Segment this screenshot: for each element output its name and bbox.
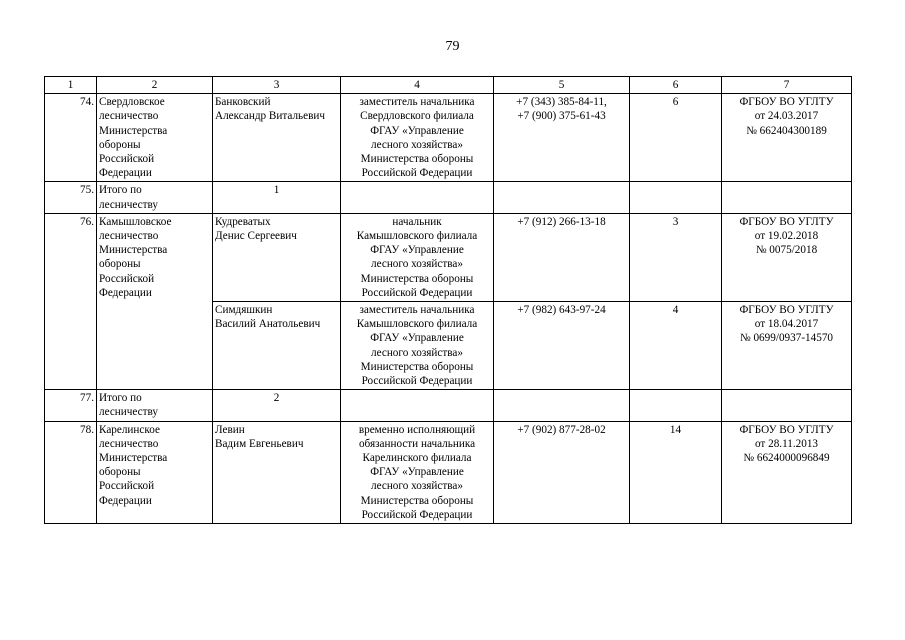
empty-cell	[341, 390, 494, 421]
person-name-cell: Левин Вадим Евгеньевич	[213, 421, 341, 523]
total-label: Итого по лесничеству	[97, 390, 213, 421]
experience-cell: 14	[630, 421, 722, 523]
column-header: 4	[341, 77, 494, 94]
table-header-row	[45, 77, 852, 94]
forestry-cell: Камышловское лесничество Министерства обороны Российской Федерации	[97, 213, 213, 389]
row-number: 77.	[45, 390, 97, 421]
empty-cell	[630, 390, 722, 421]
column-header: 6	[630, 77, 722, 94]
person-name-cell: Кудреватых Денис Сергеевич	[213, 213, 341, 301]
position-cell: начальник Камышловского филиала ФГАУ «Управление лесного хозяйства» Министерства обороны Российской Федерации	[341, 213, 494, 301]
total-count: 1	[213, 182, 341, 213]
row-number: 78.	[45, 421, 97, 523]
column-header: 1	[45, 77, 97, 94]
column-header: 2	[97, 77, 213, 94]
phone-cell: +7 (912) 266-13-18	[494, 213, 630, 301]
person-name-cell: Банковский Александр Витальевич	[213, 94, 341, 182]
position-cell: временно исполняющий обязанности начальника Карелинского филиала ФГАУ «Управление лесного хозяйства» Министерства обороны Российской Федерации	[341, 421, 494, 523]
row-number: 74.	[45, 94, 97, 182]
phone-cell: +7 (982) 643-97-24	[494, 302, 630, 390]
total-row	[45, 182, 852, 213]
document-cell: ФГБОУ ВО УГЛТУ от 24.03.2017 № 662404300189	[722, 94, 852, 182]
person-name-cell: Симдяшкин Василий Анатольевич	[213, 302, 341, 390]
empty-cell	[630, 182, 722, 213]
empty-cell	[494, 390, 630, 421]
document-cell: ФГБОУ ВО УГЛТУ от 18.04.2017 № 0699/0937-14570	[722, 302, 852, 390]
empty-cell	[494, 182, 630, 213]
experience-cell: 3	[630, 213, 722, 301]
column-header: 5	[494, 77, 630, 94]
experience-cell: 4	[630, 302, 722, 390]
total-row	[45, 390, 852, 421]
empty-cell	[341, 182, 494, 213]
document-cell: ФГБОУ ВО УГЛТУ от 19.02.2018 № 0075/2018	[722, 213, 852, 301]
total-label: Итого по лесничеству	[97, 182, 213, 213]
total-count: 2	[213, 390, 341, 421]
row-number: 76.	[45, 213, 97, 389]
empty-cell	[722, 390, 852, 421]
registry-table	[44, 76, 852, 524]
forestry-cell: Свердловское лесничество Министерства обороны Российской Федерации	[97, 94, 213, 182]
phone-cell: +7 (902) 877-28-02	[494, 421, 630, 523]
table-row	[45, 421, 852, 523]
phone-cell: +7 (343) 385-84-11, +7 (900) 375-61-43	[494, 94, 630, 182]
position-cell: заместитель начальника Камышловского филиала ФГАУ «Управление лесного хозяйства» Министерства обороны Российской Федерации	[341, 302, 494, 390]
row-number: 75.	[45, 182, 97, 213]
document-cell: ФГБОУ ВО УГЛТУ от 28.11.2013 № 6624000096849	[722, 421, 852, 523]
table-row	[45, 94, 852, 182]
experience-cell: 6	[630, 94, 722, 182]
table-row	[45, 213, 852, 301]
position-cell: заместитель начальника Свердловского филиала ФГАУ «Управление лесного хозяйства» Министерства обороны Российской Федерации	[341, 94, 494, 182]
column-header: 7	[722, 77, 852, 94]
column-header: 3	[213, 77, 341, 94]
empty-cell	[722, 182, 852, 213]
forestry-cell: Карелинское лесничество Министерства обороны Российской Федерации	[97, 421, 213, 523]
page-number: 79	[445, 39, 460, 54]
